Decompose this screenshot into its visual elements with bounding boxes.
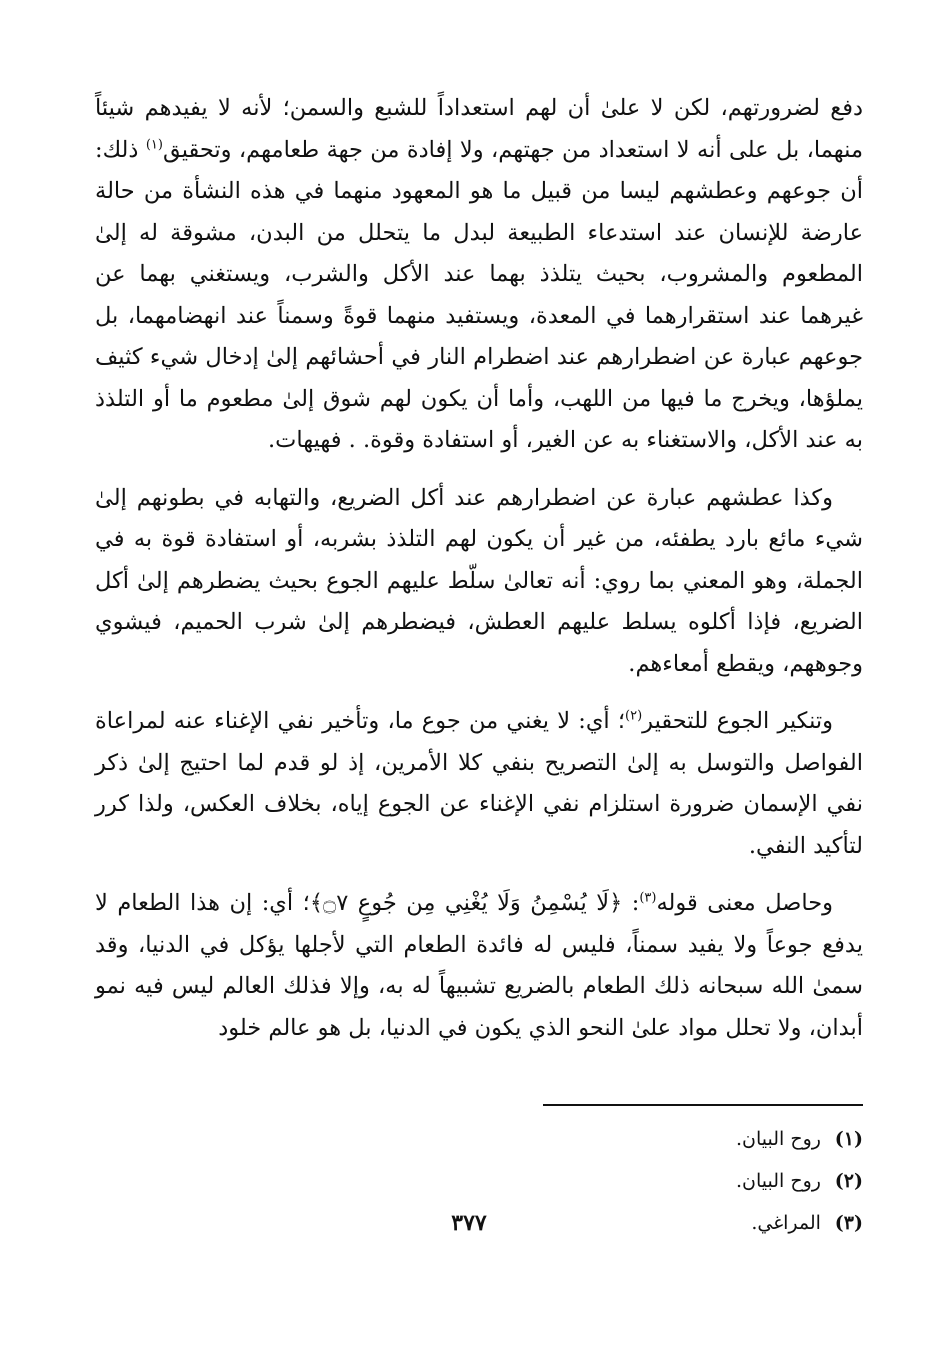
paragraph-text: ؛ أي: لا يغني من جوع ما، وتأخير نفي الإغناء عنه لمراعاة الفواصل والتوسل به إلىٰ التصريح بنفي كلا الأمرين، إذ لو قدم لما احتيج إلىٰ ذكر نفي الإسمان ضرورة استلزام نفي الإغناء عن الجوع إياه، بخلاف العكس، ولذا كرر لتأكيد النفي.: [95, 708, 863, 859]
paragraph: [95, 883, 863, 1049]
page-content: [95, 88, 863, 1324]
footnote-ref: (٢): [625, 708, 643, 724]
footnote-text: روح البيان.: [735, 1170, 821, 1192]
footnote-ref: (١): [145, 137, 163, 152]
footnote-number: (٢): [834, 1170, 863, 1192]
paragraph: [95, 478, 863, 686]
footnote-item: [95, 1160, 863, 1202]
footnote-item: [95, 1118, 863, 1160]
footnote-ref: (٣): [639, 890, 657, 906]
footnote-number: (١): [834, 1128, 863, 1150]
paragraph: [95, 88, 863, 462]
paragraph-text: دفع لضرورتهم، لكن لا علىٰ أن لهم استعداداً للشبع والسمن؛ لأنه لا يفيدهم شيئاً منهما، بل على أنه لا استعداد من جهتهم، ولا إفادة من جهة طعامهم، وتحقيق: [95, 95, 864, 163]
footnote-text: روح البيان.: [735, 1128, 821, 1150]
paragraph-text: وكذا عطشهم عبارة عن اضطرارهم عند أكل الضريع، والتهابه في بطونهم إلىٰ شيء مائع بارد يطفئه، من غير أن يكون لهم التلذذ بشربه، أو استفادة قوة به في الجملة، وهو المعني بما روي: أنه تعالىٰ سلّط عليهم الجوع بحيث يضطرهم إلىٰ أكل الضريع، فإذا أكلوه يسلط عليهم العطش، فيضطرهم إلىٰ شرب الحميم، فيشوي وجوههم، ويقطع أمعاءهم.: [95, 484, 863, 677]
paragraph-text: وتنكير الجوع للتحقير: [642, 708, 833, 734]
paragraph-text: وحاصل معنى قوله: [656, 890, 834, 916]
footnote-divider: [543, 1104, 863, 1106]
paragraph-text: ذلك: أن جوعهم وعطشهم ليسا من قبيل ما هو المعهود منهما في هذه النشأة من حالة عارضة للإنسان عند استدعاء الطبيعة لبدل ما يتحلل من البدن، مشوقة له إلىٰ المطعوم والمشروب، بحيث يتلذذ بهما عند الأكل والشرب، ويستغني بهما عن غيرهما عند استقرارهما في المعدة، ويستفيد منهما قوةً وسمناً عند انهضامهما، بل جوعهم عبارة عن اضطرارهم عند اضطرام النار في أحشائهم إلىٰ إدخال شيء كثيف يملؤها، ويخرج ما فيها من اللهب، وأما أن يكون لهم شوق إلىٰ مطعوم ما أو التلذذ به عند الأكل، والاستغناء به عن الغير، أو استفادة وقوة. . فهيهات.: [95, 136, 863, 453]
page-number: ٣٧٧: [451, 1210, 487, 1236]
main-text: [95, 88, 863, 1049]
footnote-text: المراغي.: [751, 1212, 821, 1234]
footnote-number: (٣): [834, 1212, 863, 1234]
paragraph-text: : ﴿لَا يُسْمِنُ وَلَا يُغْنِي مِن جُوعٍ ۝٧﴾؛ أي: إن هذا الطعام لا يدفع جوعاً ولا يفيد سمناً، فليس له فائدة الطعام التي لأجلها يؤكل في الدنيا، وقد سمىٰ الله سبحانه ذلك الطعام بالضريع تشبيهاً له به، وإلا فذلك العالم ليس فيه نمو أبدان، ولا تحلل مواد علىٰ النحو الذي يكون في الدنيا، بل هو عالم خلود: [95, 890, 863, 1041]
paragraph: [95, 701, 863, 867]
